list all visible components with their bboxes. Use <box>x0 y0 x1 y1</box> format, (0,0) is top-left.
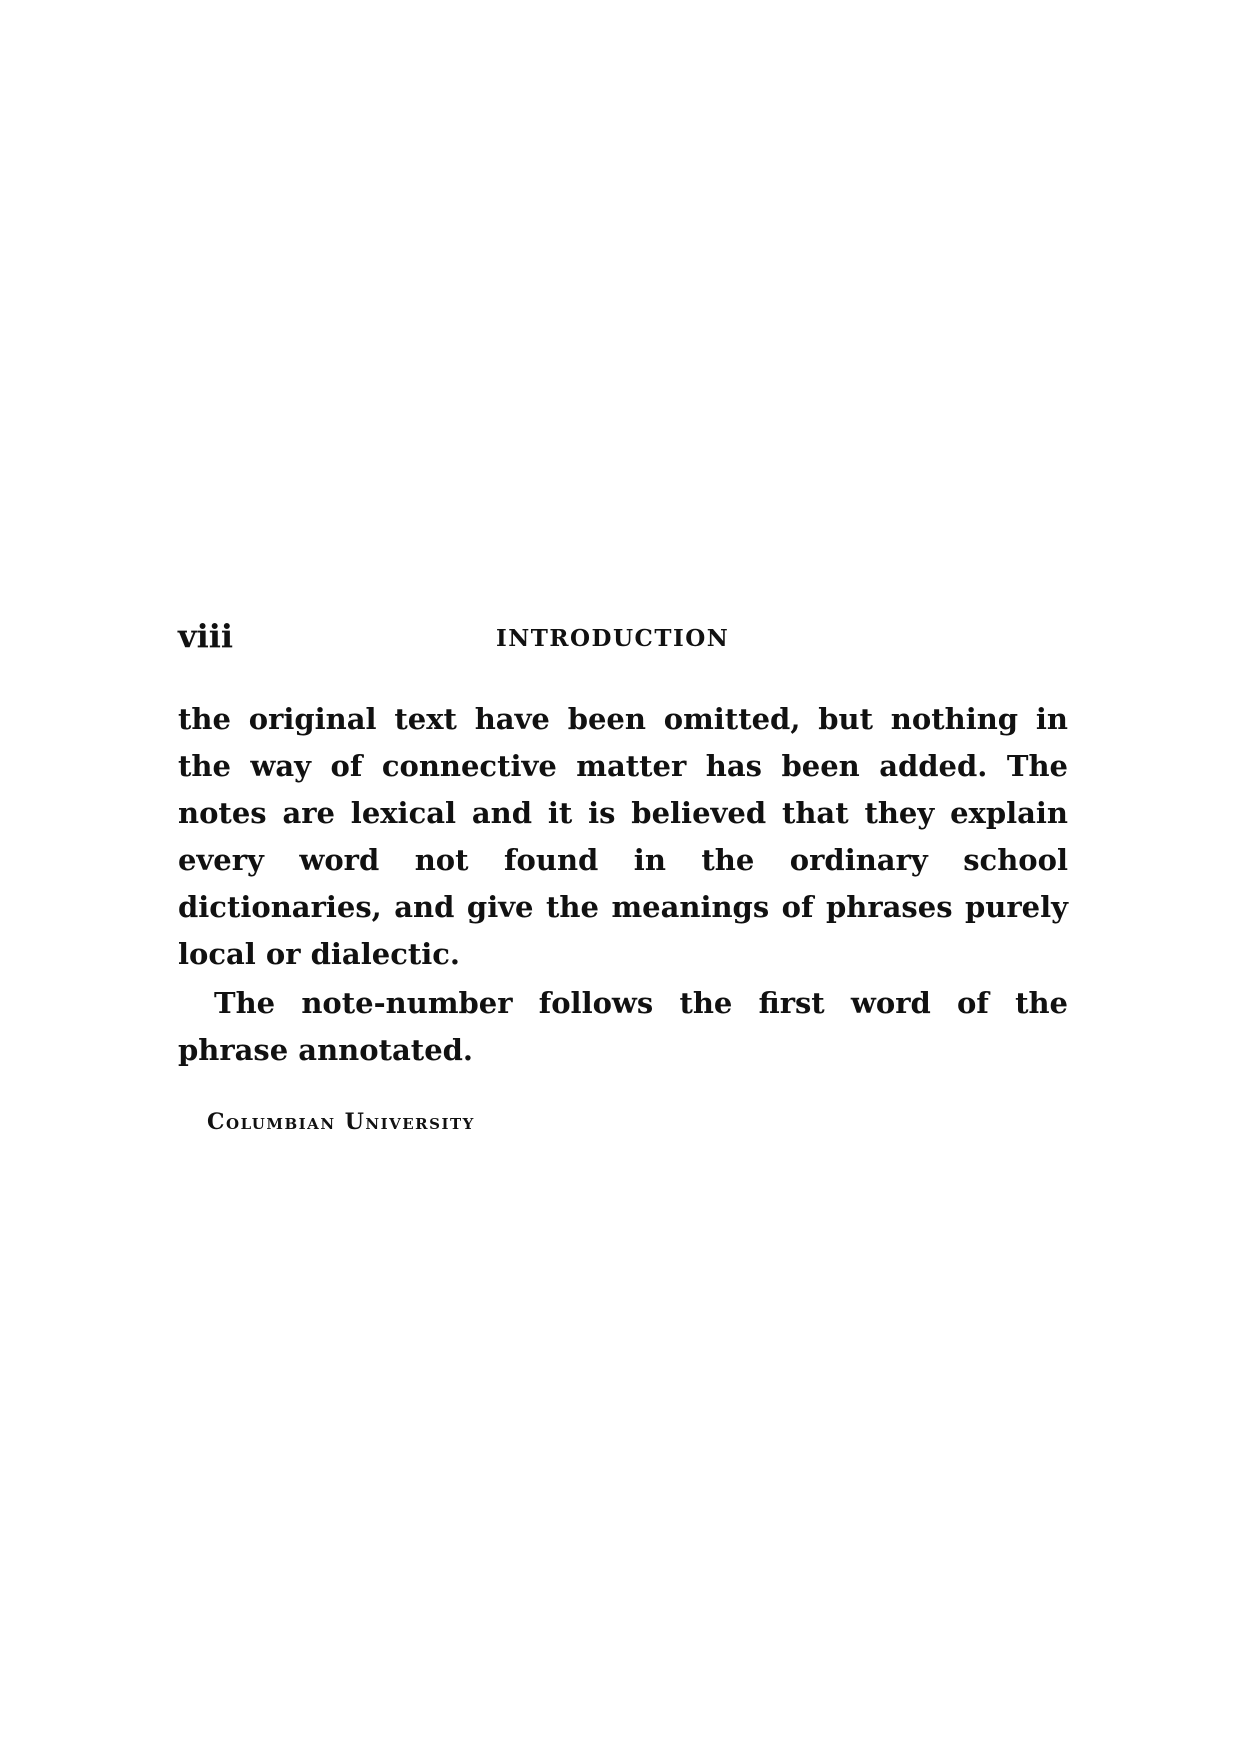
paragraph-2: The note-number follows the first word of the phrase annotated. <box>178 986 1068 1067</box>
paragraph-1: the original text have been omitted, but nothing in the way of connective matter has been added. The notes are lexical and it is believed that they explain every word not found in the ordinary school dictionaries, and give the meanings of phrases purely local or dialectic. <box>178 702 1068 971</box>
body-text <box>178 696 1068 1074</box>
header-title: INTRODUCTION <box>496 625 730 652</box>
page-number: viii <box>178 617 234 655</box>
signature-institution: Columbian University <box>207 1109 475 1135</box>
running-head <box>178 616 1068 660</box>
